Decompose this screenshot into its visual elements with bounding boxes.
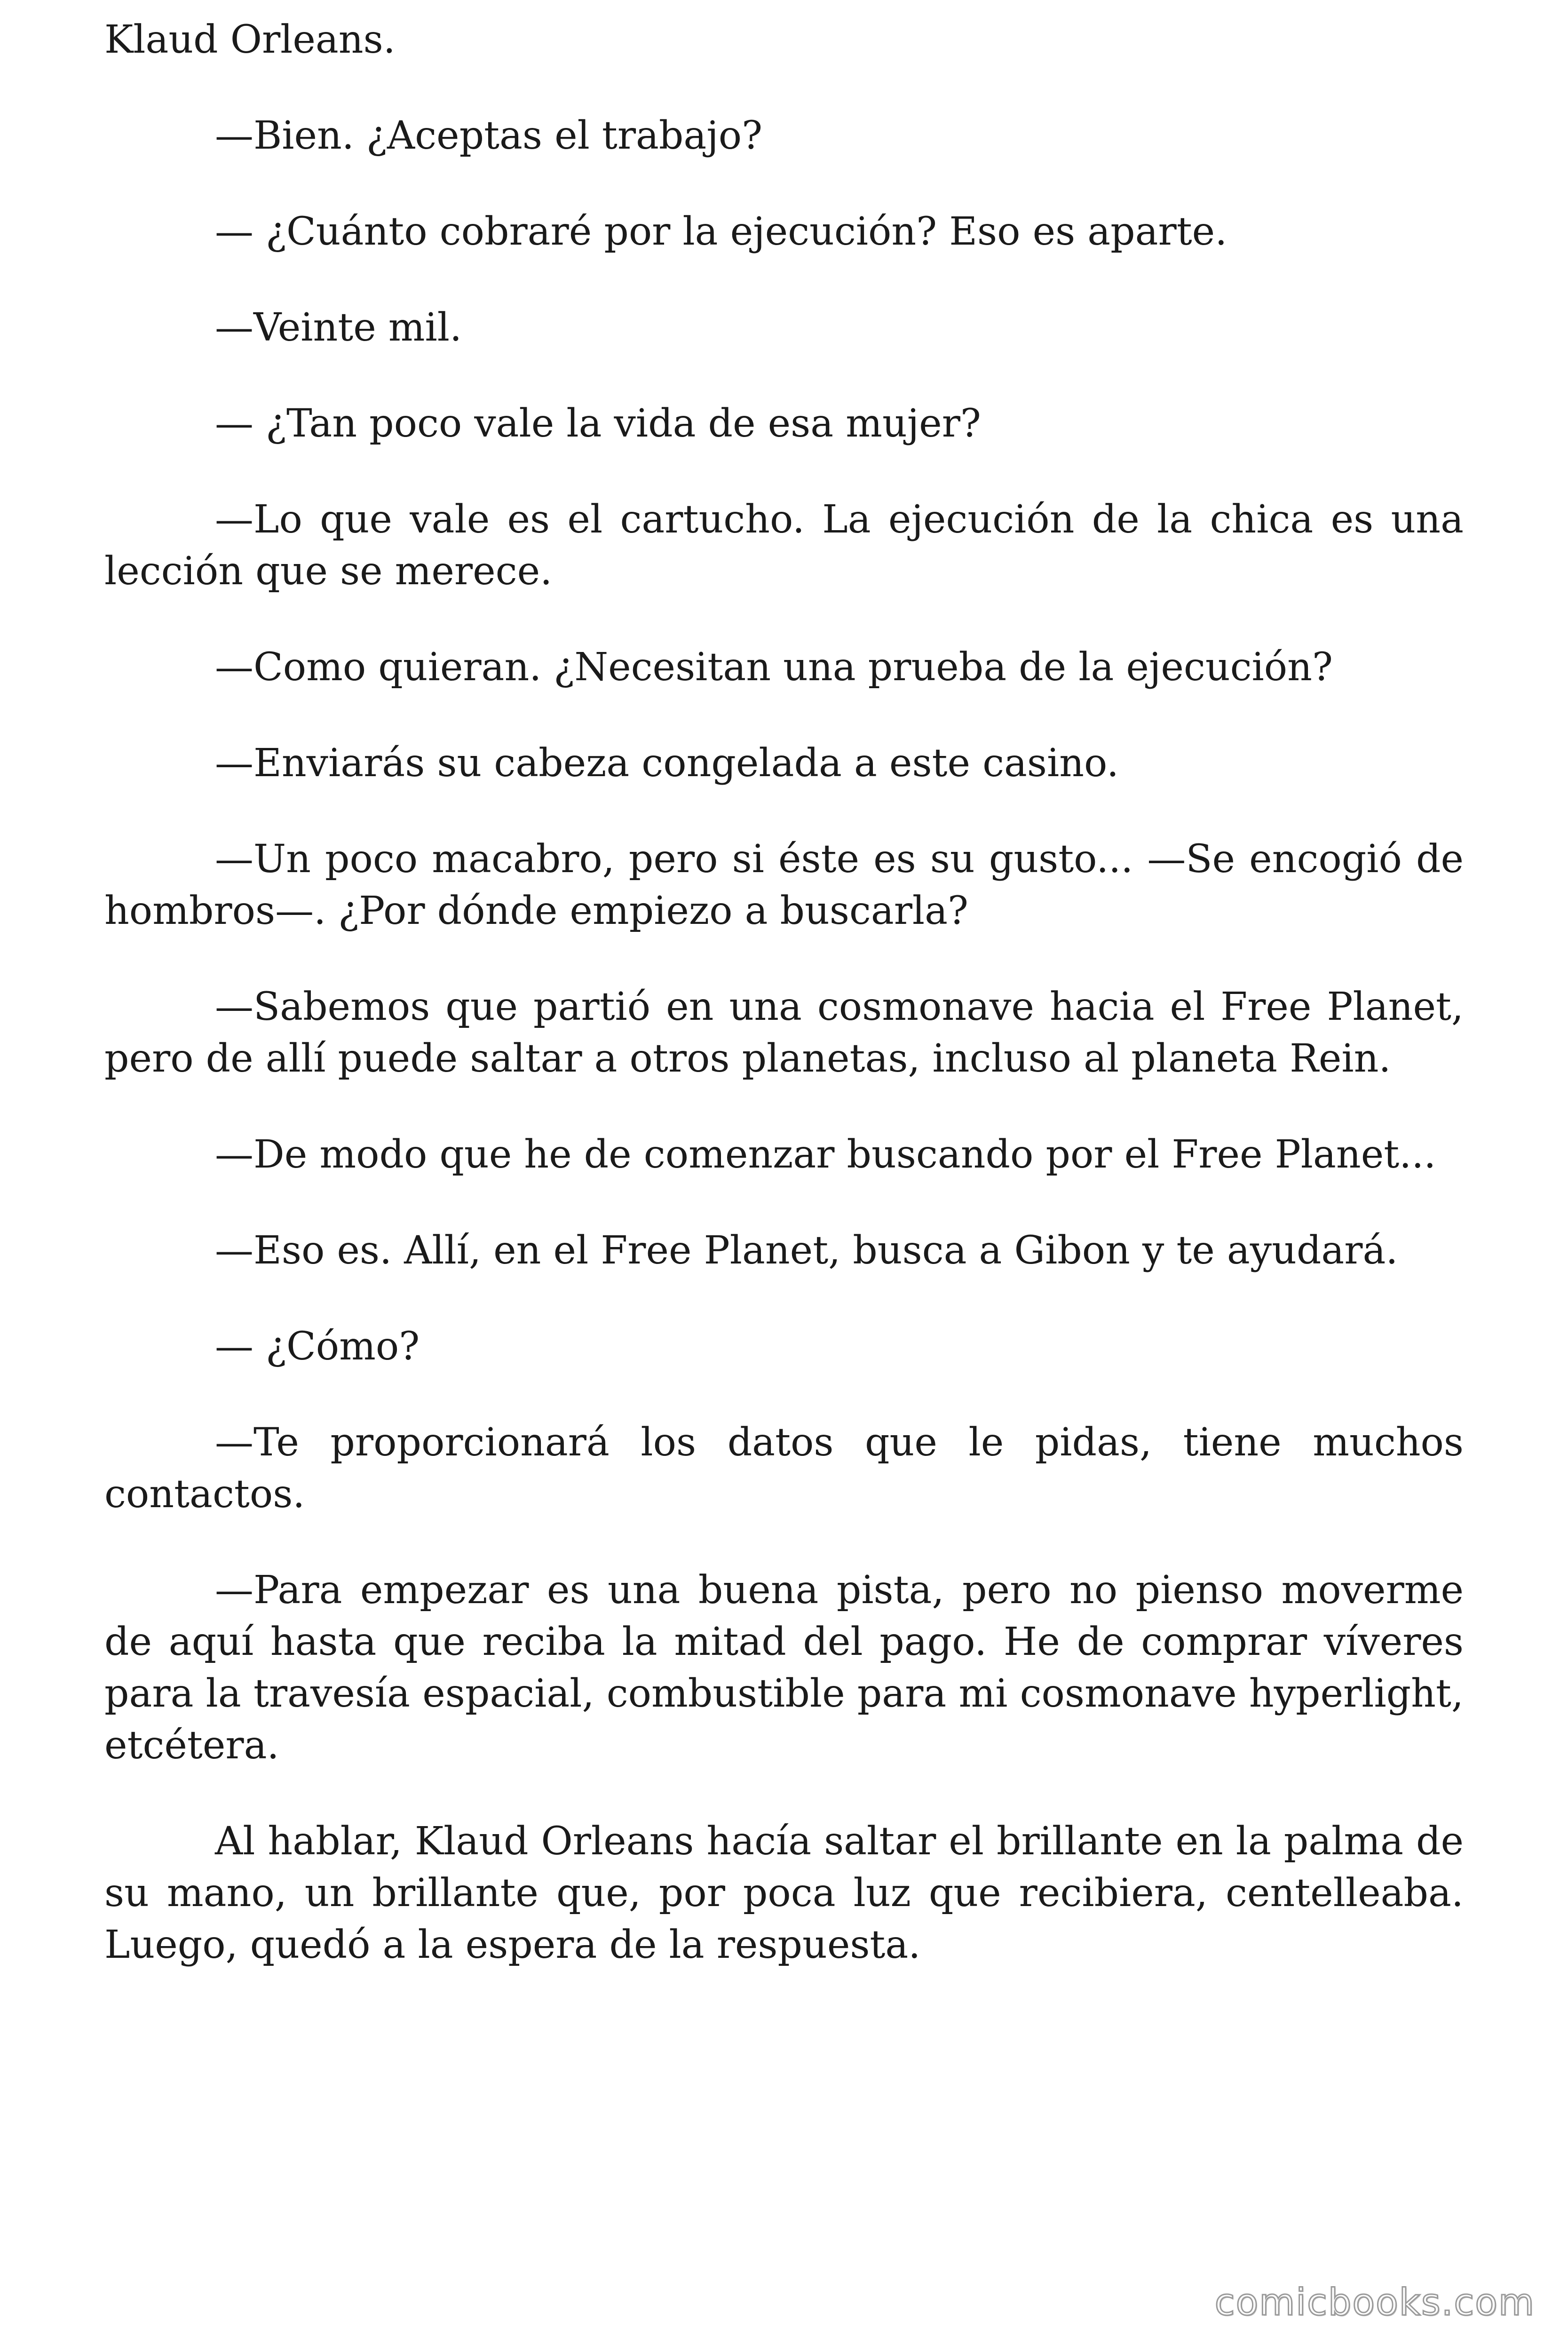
paragraph: —Para empezar es una buena pista, pero no pienso moverme de aquí hasta que reciba la mitad del pago. He de comprar víveres para la travesía espacial, combustible para mi cosmonave hyperlight, etcétera.	[104, 1568, 1464, 1768]
paragraph: —Veinte mil.	[215, 305, 462, 350]
paragraph: —Como quieran. ¿Necesitan una prueba de la ejecución?	[215, 645, 1333, 690]
watermark: comicbooks.com	[1214, 2281, 1535, 2324]
paragraph: — ¿Cómo?	[215, 1324, 420, 1369]
paragraph: —Lo que vale es el cartucho. La ejecución de la chica es una lección que se merece.	[104, 497, 1464, 594]
paragraph: Al hablar, Klaud Orleans hacía saltar el brillante en la palma de su mano, un brillante que, por poca luz que recibiera, centelleaba. Luego, quedó a la espera de la respuesta.	[104, 1819, 1464, 1967]
paragraph: Klaud Orleans.	[104, 17, 396, 62]
paragraph: —Bien. ¿Aceptas el trabajo?	[215, 113, 763, 158]
paragraph: — ¿Tan poco vale la vida de esa mujer?	[215, 401, 981, 446]
body-text	[104, 14, 1464, 2015]
paragraph: —Eso es. Allí, en el Free Planet, busca a Gibon y te ayudará.	[215, 1228, 1398, 1273]
paragraph: —De modo que he de comenzar buscando por el Free Planet...	[215, 1132, 1436, 1177]
paragraph: —Un poco macabro, pero si éste es su gusto... —Se encogió de hombros—. ¿Por dónde empiezo a buscarla?	[104, 837, 1464, 933]
paragraph: —Te proporcionará los datos que le pidas, tiene muchos contactos.	[104, 1420, 1464, 1517]
paragraph: — ¿Cuánto cobraré por la ejecución? Eso es aparte.	[215, 209, 1227, 254]
paragraph: —Enviarás su cabeza congelada a este casino.	[215, 741, 1119, 786]
paragraph: —Sabemos que partió en una cosmonave hacia el Free Planet, pero de allí puede saltar a otros planetas, incluso al planeta Rein.	[104, 985, 1464, 1081]
